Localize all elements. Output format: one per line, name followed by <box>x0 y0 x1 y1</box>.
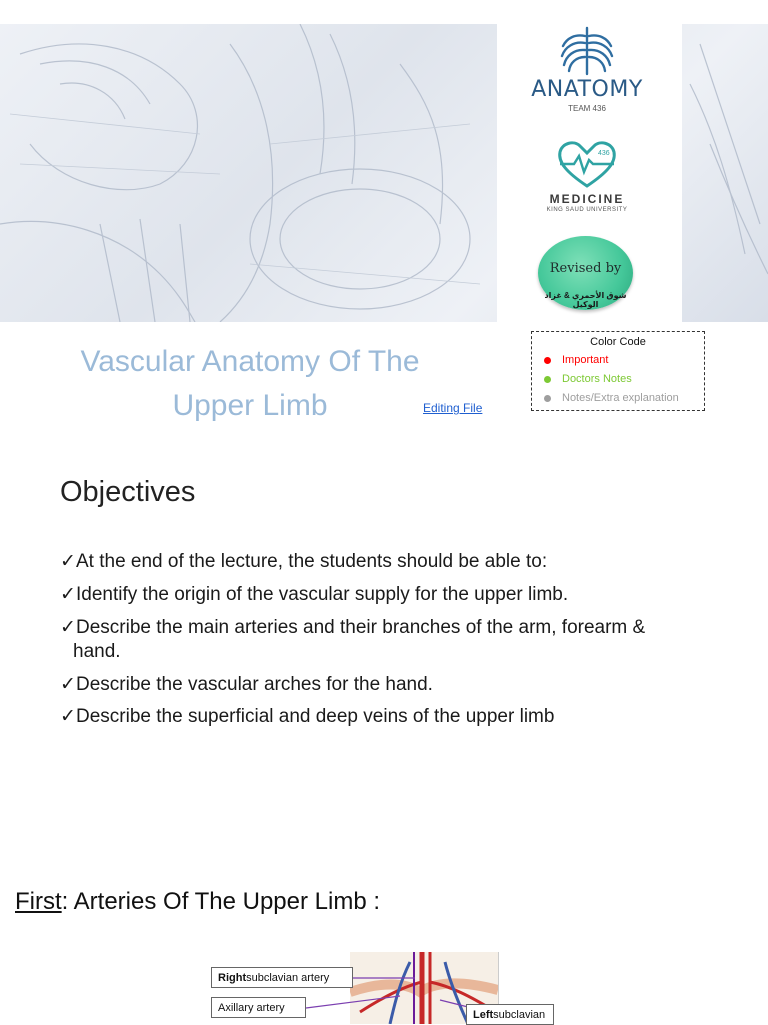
color-code-label: Important <box>562 354 609 366</box>
team-number: TEAM 436 <box>568 104 606 113</box>
objectives-heading: Objectives <box>60 476 196 508</box>
university-text: KING SAUD UNIVERSITY <box>546 207 628 213</box>
diagram-pointer-lines <box>0 940 768 1024</box>
objective-item <box>60 673 740 697</box>
objective-text: Describe the superficial and deep veins of the upper limb <box>76 706 555 727</box>
checkmark-icon: ✓ <box>60 617 76 638</box>
label-text: subclavian <box>493 1008 546 1021</box>
gray-dot-icon <box>544 395 551 402</box>
objective-text: At the end of the lecture, the students should be able to: <box>76 551 548 572</box>
section-title: : Arteries Of The Upper Limb : <box>61 888 381 915</box>
color-code-important <box>544 354 608 366</box>
label-axillary-artery <box>211 997 306 1018</box>
section-prefix: First <box>15 888 62 915</box>
objective-text: Identify the origin of the vascular supply for the upper limb. <box>76 584 569 605</box>
objective-text: Describe the main arteries and their branches of the arm, forearm & <box>76 617 646 638</box>
ribcage-logo-icon <box>557 26 617 78</box>
checkmark-icon: ✓ <box>60 706 76 727</box>
checkmark-icon: ✓ <box>60 551 76 572</box>
objective-item <box>60 616 740 664</box>
color-code-doctors-notes <box>544 373 632 385</box>
label-text: subclavian artery <box>246 971 330 984</box>
heart-pulse-logo-icon <box>556 138 618 190</box>
green-dot-icon <box>544 376 551 383</box>
color-code-extra-notes <box>544 392 679 404</box>
label-bold: Left <box>473 1008 494 1021</box>
label-left-subclavian <box>466 1004 554 1025</box>
objective-item <box>60 550 740 574</box>
revised-by-label: Revised by <box>549 261 622 276</box>
objective-item <box>60 705 740 729</box>
anatomy-logo-text: ANATOMY <box>531 77 643 102</box>
medicine-logo-text: MEDICINE <box>549 192 625 206</box>
label-bold: Right <box>218 971 247 984</box>
section-heading <box>15 888 380 916</box>
label-text: Axillary artery <box>218 1001 285 1014</box>
color-code-label: Doctors Notes <box>562 373 632 385</box>
checkmark-icon: ✓ <box>60 674 76 695</box>
objective-item <box>60 583 740 607</box>
label-right-subclavian-artery <box>211 967 353 988</box>
color-code-title: Color Code <box>590 336 646 348</box>
reviser-names: شوق الأحمري & غزاد الوكيل <box>544 291 627 309</box>
color-code-label: Notes/Extra explanation <box>562 392 679 404</box>
editing-file-link[interactable]: Editing File <box>423 401 483 415</box>
checkmark-icon: ✓ <box>60 584 76 605</box>
title-line-1: Vascular Anatomy Of The <box>80 345 420 378</box>
medicine-badge-number: 436 <box>598 150 610 157</box>
title-line-2: Upper Limb <box>172 389 328 422</box>
objective-text: Describe the vascular arches for the hand. <box>76 674 433 695</box>
red-dot-icon <box>544 357 551 364</box>
page-title <box>40 340 460 428</box>
objective-text-continued: hand. <box>73 641 121 662</box>
